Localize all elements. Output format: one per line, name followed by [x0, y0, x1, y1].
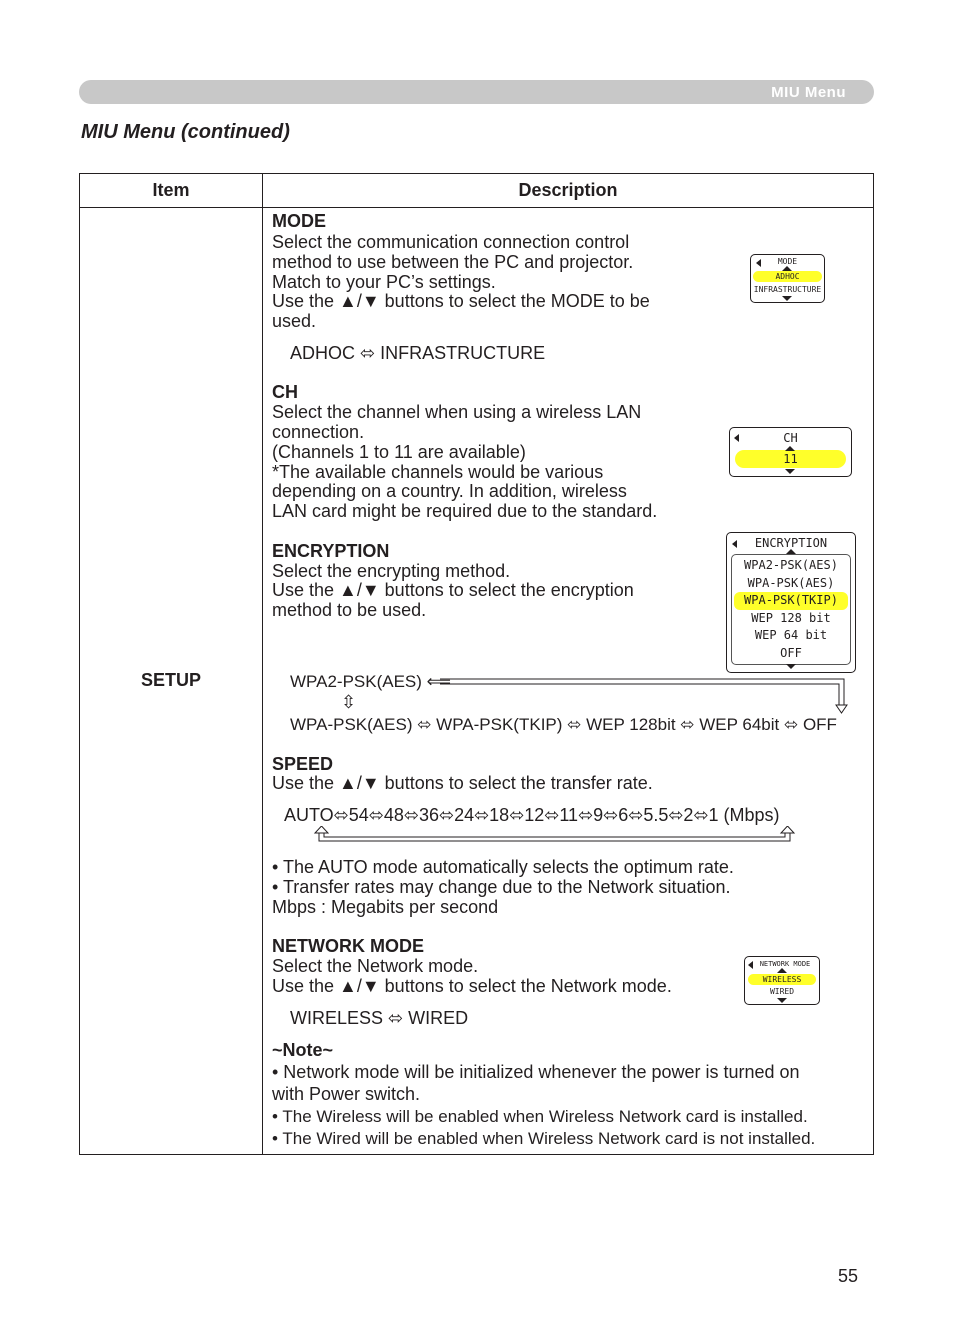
mode-text-line: Match to your PC’s settings. — [272, 272, 496, 292]
mode-text-line: Use the ▲/▼ buttons to select the MODE to be — [272, 291, 650, 311]
speed-cycle: AUTO⬄54⬄48⬄36⬄24⬄18⬄12⬄11⬄9⬄6⬄5.5⬄2⬄1 (Mbps) — [284, 805, 780, 825]
up-arrow-icon — [782, 266, 792, 271]
mode-osd-title: MODE — [777, 257, 798, 266]
column-divider — [262, 174, 263, 1154]
item-setup: SETUP — [140, 670, 201, 690]
section-header-bar — [79, 80, 874, 104]
encryption-osd-option: WEP 64 bit — [754, 628, 828, 642]
speed-return-arrow-icon — [312, 826, 802, 846]
encryption-osd-option-selected: WPA-PSK(TKIP) — [734, 592, 848, 610]
encryption-osd-list — [731, 554, 851, 665]
section-label: MIU Menu — [771, 84, 846, 101]
left-arrow-icon — [748, 961, 753, 969]
left-arrow-icon — [732, 540, 737, 548]
down-arrow-icon — [782, 296, 792, 301]
ch-text-line: depending on a country. In addition, wireless — [272, 481, 627, 501]
ch-osd-value: 11 — [735, 450, 846, 468]
network-mode-osd-option: WIRED — [769, 987, 795, 996]
down-arrow-icon — [777, 998, 787, 1003]
header-divider — [80, 207, 873, 208]
speed-heading: SPEED — [272, 754, 334, 774]
ch-text-line: (Channels 1 to 11 are available) — [272, 442, 526, 462]
ch-text-line: connection. — [272, 422, 365, 442]
encryption-osd-menu — [726, 532, 856, 673]
down-arrow-icon — [786, 664, 796, 669]
encryption-cycle-bottom: WPA-PSK(AES) ⬄ WPA-PSK(TKIP) ⬄ WEP 128bit ⬄ WEP 64bit ⬄ OFF — [290, 715, 837, 734]
column-header-item: Item — [152, 180, 190, 200]
note-line: • The Wireless will be enabled when Wireless Network card is installed. — [272, 1107, 808, 1126]
speed-text-line: Use the ▲/▼ buttons to select the transfer rate. — [272, 773, 653, 793]
encryption-text-line: Select the encrypting method. — [272, 561, 511, 581]
mode-osd-option: INFRASTRUCTURE — [753, 285, 822, 294]
up-arrow-icon — [777, 968, 787, 973]
mode-osd-menu — [750, 254, 825, 303]
column-header-description: Description — [518, 180, 618, 200]
note-line: • The Wired will be enabled when Wireless Network card is not installed. — [272, 1129, 816, 1148]
encryption-osd-option: OFF — [780, 645, 802, 660]
network-mode-heading: NETWORK MODE — [272, 936, 424, 956]
ch-osd-menu — [729, 427, 852, 477]
network-mode-cycle: WIRELESS ⬄ WIRED — [290, 1008, 469, 1028]
ch-osd-title: CH — [783, 431, 798, 445]
mode-cycle: ADHOC ⬄ INFRASTRUCTURE — [290, 343, 546, 363]
speed-note-line: Mbps : Megabits per second — [272, 897, 499, 917]
network-mode-text-line: Use the ▲/▼ buttons to select the Network mode. — [272, 976, 672, 996]
mode-text-line: used. — [272, 311, 317, 331]
speed-note-line: • Transfer rates may change due to the Network situation. — [272, 877, 731, 897]
left-arrow-icon — [734, 434, 739, 442]
up-arrow-icon — [786, 549, 796, 554]
note-line: with Power switch. — [272, 1084, 421, 1104]
up-arrow-icon — [785, 446, 795, 451]
mode-osd-option-selected: ADHOC — [753, 271, 822, 282]
encryption-text-line: Use the ▲/▼ buttons to select the encryption — [272, 580, 634, 600]
ch-heading: CH — [272, 382, 298, 402]
mode-text-line: method to use between the PC and projector. — [272, 252, 634, 272]
down-arrow-icon — [785, 469, 795, 474]
encryption-cycle-top: WPA2-PSK(AES) ⟸ — [290, 672, 452, 691]
page-number: 55 — [838, 1266, 859, 1286]
network-mode-osd-menu — [744, 956, 820, 1005]
ch-text-line: Select the channel when using a wireless LAN — [272, 402, 642, 422]
page-title: MIU Menu (continued) — [81, 121, 290, 143]
encryption-return-arrow-icon — [420, 675, 852, 715]
encryption-osd-option: WPA2-PSK(AES) — [744, 558, 838, 572]
encryption-osd-option: WPA-PSK(AES) — [747, 575, 835, 590]
encryption-osd-option: WEP 128 bit — [751, 610, 831, 625]
network-mode-osd-title: NETWORK MODE — [759, 960, 811, 968]
note-line: • Network mode will be initialized whenever the power is turned on — [272, 1062, 800, 1082]
encryption-text-line: method to be used. — [272, 600, 427, 620]
encryption-heading: ENCRYPTION — [272, 541, 390, 561]
network-mode-osd-option-selected: WIRELESS — [748, 974, 816, 985]
ch-text-line: LAN card might be required due to the standard. — [272, 501, 658, 521]
mode-text-line: Select the communication connection control — [272, 232, 630, 252]
speed-note-line: • The AUTO mode automatically selects the optimum rate. — [272, 857, 734, 877]
ch-text-line: *The available channels would be various — [272, 462, 604, 482]
encryption-osd-title: ENCRYPTION — [754, 536, 828, 550]
encryption-cycle-mid: ⇳ — [341, 692, 357, 712]
left-arrow-icon — [756, 259, 761, 267]
network-mode-text-line: Select the Network mode. — [272, 956, 479, 976]
mode-heading: MODE — [272, 211, 326, 231]
note-heading: ~Note~ — [272, 1040, 334, 1060]
